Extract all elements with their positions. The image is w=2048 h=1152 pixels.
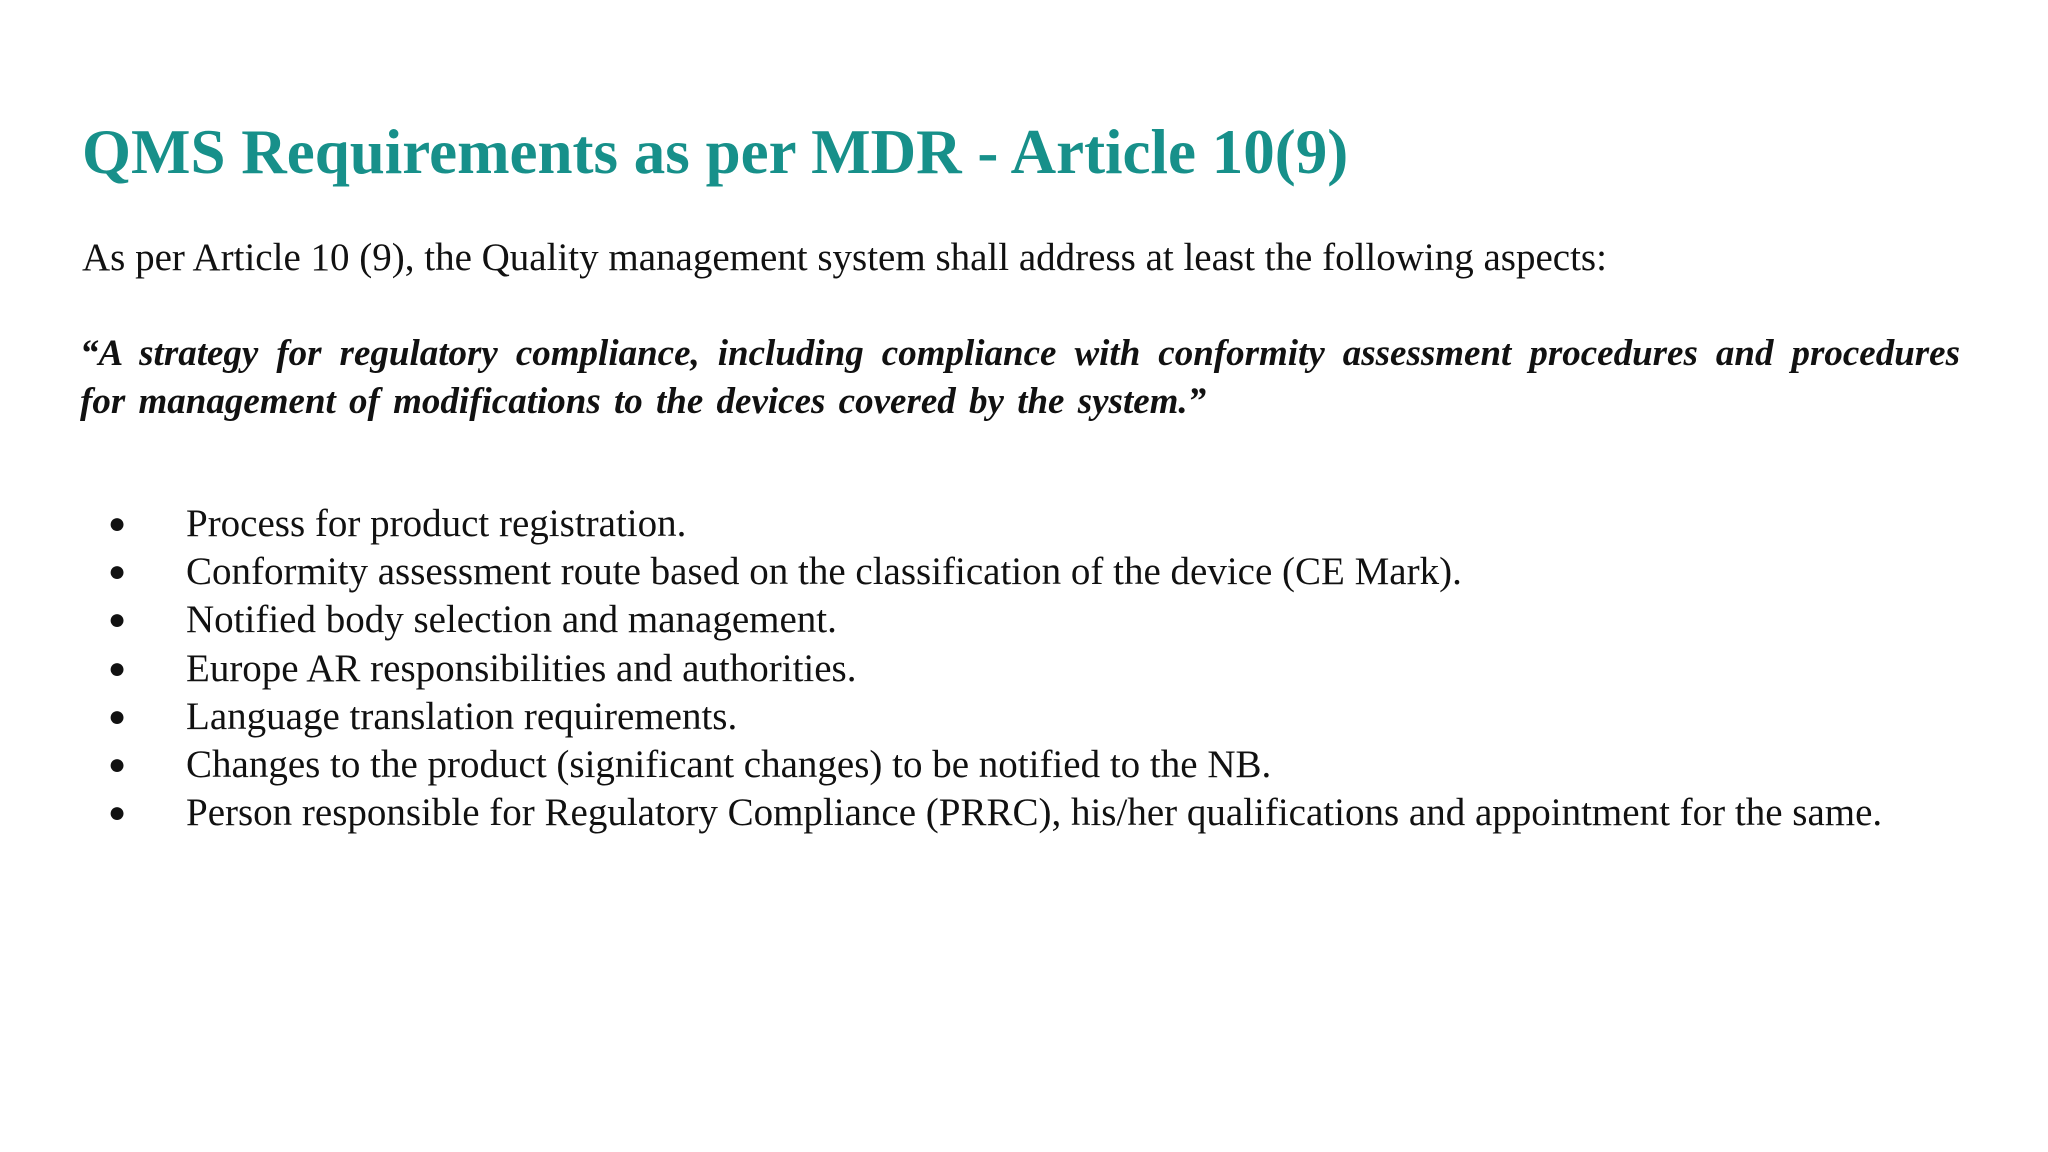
list-item [108, 741, 1882, 789]
list-item-text: Changes to the product (significant changes) to be notified to the NB. [186, 743, 1272, 787]
bullet-icon: ● [108, 651, 127, 685]
intro-text: As per Article 10 (9), the Quality management system shall address at least the following aspects: [82, 236, 1607, 279]
list-item [108, 500, 1882, 548]
list-item [108, 596, 1882, 644]
list-item [108, 693, 1882, 741]
list-item-text: Language translation requirements. [186, 694, 738, 738]
list-item [108, 645, 1882, 693]
bullet-icon: ● [108, 507, 127, 540]
bullet-icon: ● [108, 796, 127, 830]
requirements-list [108, 500, 1882, 837]
list-item [108, 789, 1882, 837]
slide-title: QMS Requirements as per MDR - Article 10(9) [82, 117, 1349, 187]
bullet-icon: ● [108, 748, 127, 782]
list-item-text: Process for product registration. [186, 502, 687, 545]
bullet-icon: ● [108, 603, 127, 637]
list-item-text: Person responsible for Regulatory Compliance (PRRC), his/her qualifications and appointment for the same. [186, 791, 1883, 835]
list-item-text: Europe AR responsibilities and authorities. [186, 646, 857, 690]
list-item [108, 548, 1882, 596]
bullet-icon: ● [108, 699, 127, 733]
bullet-icon: ● [108, 555, 127, 589]
list-item-text: Conformity assessment route based on the classification of the device (CE Mark). [186, 550, 1462, 594]
list-item-text: Notified body selection and management. [186, 598, 837, 642]
article-quote: “A strategy for regulatory compliance, including compliance with conformity assessment procedures and procedures for management of modifications to the devices covered by the system.” [80, 333, 1960, 422]
